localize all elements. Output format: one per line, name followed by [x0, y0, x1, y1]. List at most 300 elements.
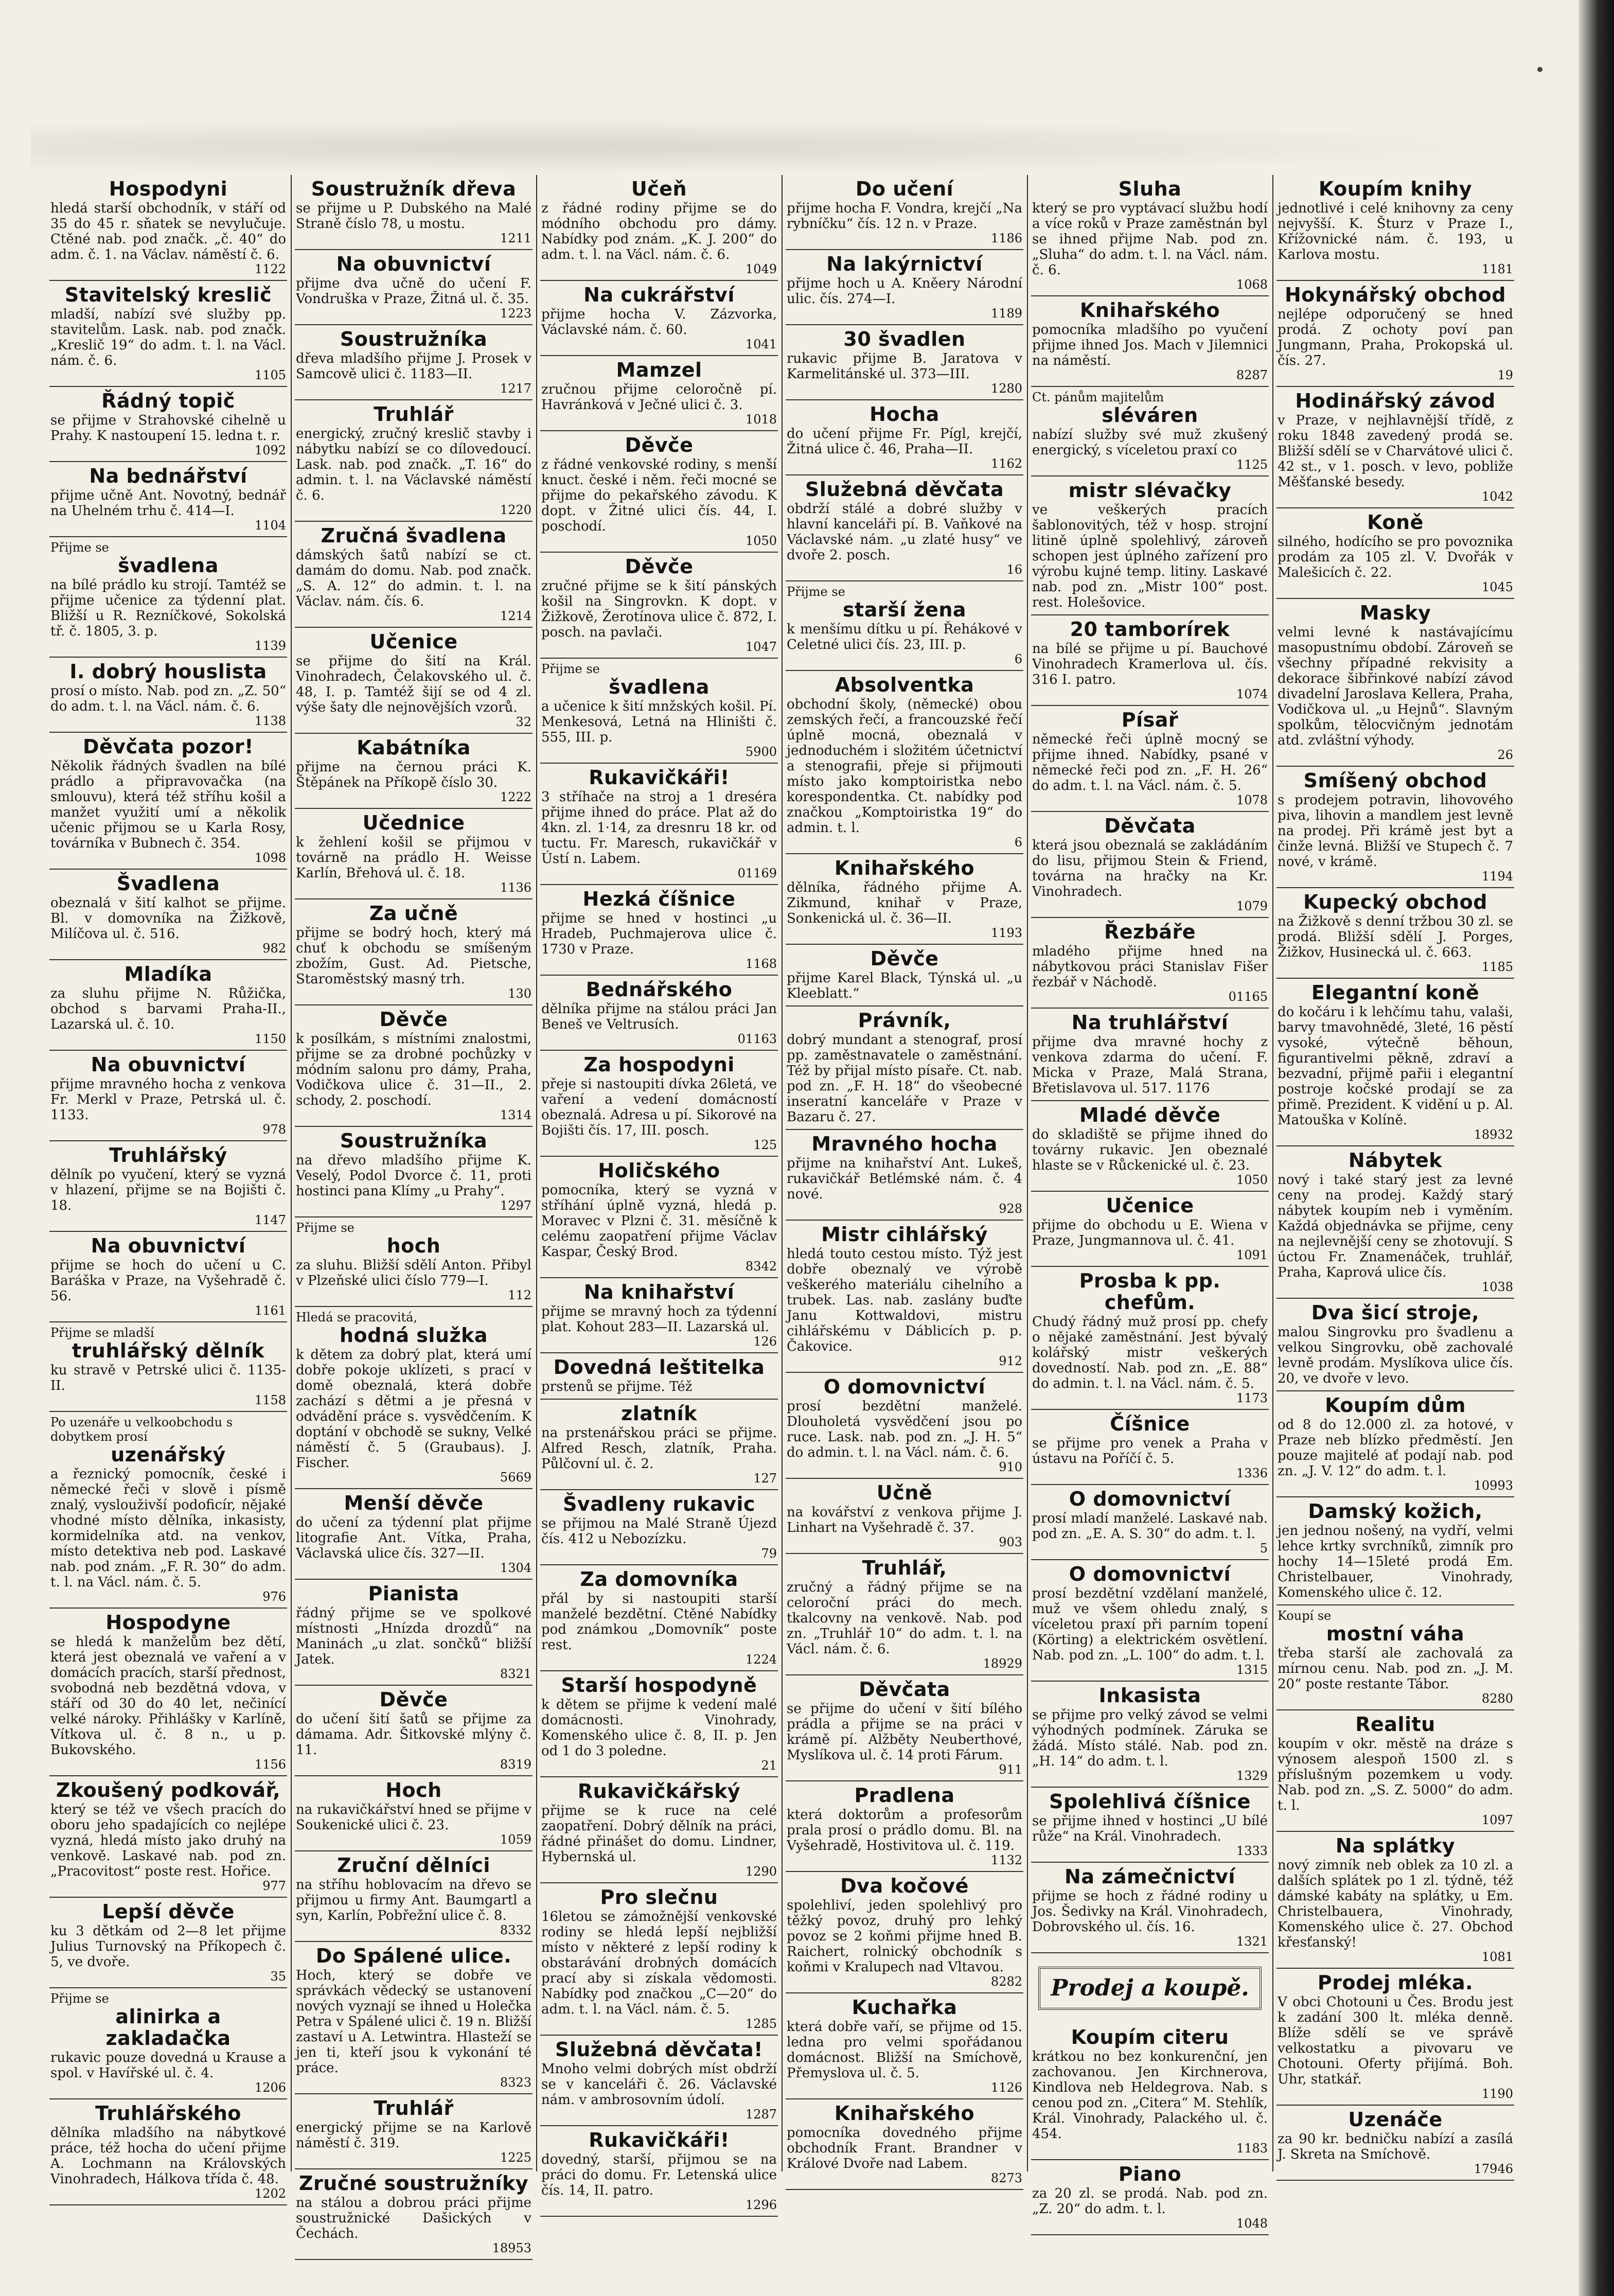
classified-ad: [1276, 508, 1514, 599]
classified-ad: [1031, 387, 1269, 476]
ad-text: dělníka, řádného přijme A. Zikmund, knihař v Praze, Sonkenická ul. č. 36—II.: [787, 880, 1022, 926]
ad-headline: Na lakýrnictví: [826, 253, 983, 275]
classified-ad: [295, 175, 533, 250]
ad-headline: Damský kožich,: [1308, 1500, 1483, 1523]
ad-preface: Hledá se pracovitá,: [296, 1310, 418, 1324]
ad-headline: Starší hospodyně: [561, 1674, 757, 1697]
page-shading: [31, 118, 1549, 175]
ad-headline: 30 švadlen: [843, 328, 966, 350]
ad-number: 928: [999, 1202, 1022, 1216]
ad-number: 1336: [1236, 1466, 1268, 1480]
classified-ad: [1276, 599, 1514, 767]
ad-number: 1223: [500, 306, 531, 321]
ad-headline: Truhlářský: [109, 1144, 227, 1167]
ad-number: 1150: [254, 1032, 286, 1046]
ad-headline: Hospodyni: [109, 178, 228, 200]
ad-headline: Služebná děvčata!: [555, 2038, 763, 2061]
classified-ad: [1276, 1710, 1514, 1832]
ad-number: 21: [761, 1758, 777, 1773]
ad-text: zručný a řádný přijme se na celoroční práci do mech. tkalcovny na venkově. Nab. pod zn. „Truhlář 10“ do adm. t. l. na Václ. nám. č. 6.: [787, 1580, 1022, 1657]
ad-headline: Hoch: [385, 1779, 442, 1802]
ad-headline: Stavitelský kreslič: [64, 284, 272, 306]
ad-number: 8319: [500, 1757, 531, 1772]
ad-headline: Zručná švadlena: [321, 524, 507, 547]
classified-ad: [540, 356, 778, 431]
classified-ad: [1031, 296, 1269, 387]
ad-headline: Na cukrářství: [583, 284, 735, 306]
ad-text: pomocníka, který se vyzná v stříhání úplně vyzná, hledá p. Moravec v Plzni č. 31. měsíčně k celému zaopatření přijme Václav Kaspar, Český Brod.: [541, 1182, 777, 1260]
ad-headline: Za hospodyni: [583, 1053, 735, 1076]
ad-text: se přijme pro venek a Praha v ústavu na Poříčí č. 5.: [1032, 1436, 1268, 1467]
classified-ad: [1276, 1605, 1514, 1710]
classified-ad: [49, 1141, 287, 1232]
classified-ad: [786, 400, 1023, 475]
ad-text: přijme se hoch z řádné rodiny u Jos. Šedivky na Král. Vinohradech, Dobrovského ul. čís. 16.: [1032, 1888, 1268, 1935]
classified-ad: [49, 1776, 287, 1898]
ad-number: 1168: [745, 957, 777, 971]
classified-ad: [1031, 1267, 1269, 1410]
ad-text: přijme hoch u A. Kněery Národní ulic. čís. 274—I.: [787, 276, 1022, 307]
ad-headline: Učenice: [1106, 1194, 1194, 1217]
ad-number: 79: [761, 1546, 777, 1561]
ad-headline: Učně: [876, 1481, 933, 1504]
ad-headline: Rukavičkáři!: [589, 2129, 730, 2151]
ad-number: 982: [262, 941, 286, 956]
ad-headline: Sluha: [1118, 178, 1182, 200]
ad-number: 1329: [1236, 1769, 1268, 1783]
classified-ad: [1031, 1192, 1269, 1267]
ad-text: nejlépe odporučený se hned prodá. Z ochoty poví pan Jungmann, Praha, Prokopská ul. čís. 27.: [1278, 307, 1513, 368]
ad-text: dělníka mladšího na nábytkové práce, též hocha do učení přijme A. Lochmann na Královských Vinohradech, Hálkova třída č. 48.: [50, 2125, 286, 2187]
ad-text: Chudý řádný muž prosí pp. chefy o nějaké zaměstnání. Jest bývalý kolářský mistr veškerých dovedností. Nab. pod zn. „E. 88“ do admin. t. l. na Václ. nám. č. 5.: [1032, 1314, 1268, 1391]
ad-number: 1041: [745, 337, 777, 351]
ad-number: 1285: [745, 2017, 777, 2031]
ad-text: od 8 do 12.000 zl. za hotové, v Praze neb blízko předměstí. Jen pouze majitelé ať podají nab. pod zn. „J. V. 12“ do adm. t. l.: [1278, 1417, 1513, 1479]
ad-headline: Děvče: [625, 555, 694, 578]
classified-ad: [49, 733, 287, 870]
ad-number: 1136: [500, 880, 531, 895]
ad-number: 5669: [500, 1470, 531, 1485]
ad-number: 1222: [500, 790, 531, 804]
ad-text: k dětem za dobrý plat, která umí dobře pokoje uklízeti, s prací v domě obeznalá, která dobře zachází s dětmi a je přesná v odvádění práce s. vysvědčením. K doptání v obchodě se sukny, Velké náměstí č. 5 (Graubaus). J. Fischer.: [296, 1347, 531, 1471]
ad-headline: Rukavičkářský: [577, 1780, 741, 1803]
ad-number: 1290: [745, 1864, 777, 1879]
ad-text: prosí bezdětní vzdělaní manželé, muž ve všem ohledu znalý, s víceletou praxí při parním topení (Körting) a elektrickém osvětlení. Nab. pod zn. „L. 100“ do adm. t. l.: [1032, 1586, 1268, 1663]
ad-number: 1220: [500, 503, 531, 517]
ad-text: přijme se hoch do učení u C. Baráška v Praze, na Vyšehradě č. 56.: [50, 1258, 286, 1304]
ad-text: k žehlení košil se přijmou v továrně na prádlo H. Weisse Karlín, Břehová ul. č. 18.: [296, 835, 531, 881]
classified-ad: [49, 1232, 287, 1322]
classified-ad: [49, 1609, 287, 1776]
ad-headline: Zkoušený podkovář,: [56, 1779, 281, 1802]
classified-ad: [295, 734, 533, 809]
ad-number: 1078: [1236, 793, 1268, 807]
ad-headline: Holičského: [598, 1159, 720, 1182]
ad-preface: Přijme se: [541, 662, 600, 676]
ad-number: 1059: [500, 1832, 531, 1847]
ad-number: 1122: [254, 262, 286, 276]
ad-headline: Realitu: [1355, 1713, 1435, 1736]
classified-ad: [295, 1851, 533, 1942]
ad-headline: Truhlářského: [95, 2102, 241, 2125]
ad-number: 1132: [990, 1853, 1022, 1867]
ad-text: za sluhu přijme N. Růžička, obchod s barvami Praha-II., Lazarská ul. č. 10.: [50, 986, 286, 1032]
ad-number: 1018: [745, 412, 777, 427]
ad-number: 6: [1014, 835, 1022, 850]
ad-number: 1047: [745, 640, 777, 654]
ad-headline: Koně: [1367, 511, 1424, 534]
ad-headline: Truhlář: [374, 403, 454, 426]
ad-text: na bílé prádlo ku strojí. Tamtéž se přijme učenice za týdenní plat. Bližší u R. Rezníčkové, Sokolská tř. č. 1805, 3. p.: [50, 577, 286, 639]
ad-headline: Prodej mléka.: [1317, 1971, 1474, 1994]
ad-text: krátkou no bez konkurenční, jen zachovanou. Jen Kirchnerova, Kindlova neb Heldegrova. Nab. s cenou pod zn. „Citera“ M. Stehlík, Král. Vinohrady, Palackého ul. č. 454.: [1032, 2049, 1268, 2142]
classified-ad: [49, 1988, 287, 2099]
ad-text: pomocníka mladšího po vyučení přijme ihned Jos. Mach v Jilemnici na náměstí.: [1032, 322, 1268, 368]
classified-ad: [1031, 476, 1269, 615]
ad-headline: Koupím dům: [1325, 1394, 1466, 1417]
classified-ad: [1031, 1410, 1269, 1485]
ad-preface: Přijme se: [50, 1991, 109, 2006]
ad-text: která dobře vaří, se přijme od 15. ledna pro velmi spořádanou domácnost. Bližší na Smíchově, Přemyslova ul. č. 5.: [787, 2019, 1022, 2081]
ad-headline: Spolehlivá číšnice: [1049, 1790, 1251, 1813]
ad-headline: O domovnictví: [1069, 1563, 1231, 1585]
classified-ad: [1031, 1788, 1269, 1863]
ad-number: 1081: [1481, 1950, 1513, 1964]
ad-text: dělníka přijme na stálou práci Jan Beneš ve Veltrusích.: [541, 1001, 777, 1032]
classified-ad: [540, 1490, 778, 1565]
ad-number: 1186: [990, 231, 1022, 245]
ad-number: 1074: [1236, 687, 1268, 701]
ad-text: obdrží stálé a dobré služby v hlavní kanceláři pí. B. Vaňkové na Václavské nám. „u zlaté husy“ ve dvoře 2. posch.: [787, 501, 1022, 563]
ad-text: prosí bezdětní manželé. Dlouholetá vysvědčení jsou po ruce. Lask. nab. pod zn. „J. H. 5“ do admin. t. l. na Václ. nám. č. 6.: [787, 1399, 1022, 1460]
classified-ad: [49, 537, 287, 658]
ad-number: 8321: [500, 1667, 531, 1681]
classified-ad: [1031, 1682, 1269, 1788]
ad-number: 127: [753, 1471, 777, 1486]
classified-ad: [1276, 1391, 1514, 1497]
ad-number: 8282: [990, 1974, 1022, 1989]
ad-number: 977: [262, 1879, 286, 1893]
classified-ad: [49, 1322, 287, 1412]
classified-ad: [1031, 1009, 1269, 1101]
ad-text: rukavic pouze dovedná u Krause a spol. v Havířské ul. č. 4.: [50, 2050, 286, 2081]
ad-number: 1217: [500, 381, 531, 396]
ad-headline: Učeň: [631, 178, 687, 200]
ad-number: 1185: [1481, 960, 1513, 974]
ad-number: 1173: [1236, 1391, 1268, 1405]
classified-ad: [540, 2126, 778, 2217]
classified-ad: [1031, 706, 1269, 812]
classified-ad: [786, 1373, 1023, 1479]
ad-number: 1296: [745, 2198, 777, 2212]
ad-preface: Přijme se: [50, 540, 109, 555]
ad-text: k posílkám, s místními znalostmi, přijme se za drobné pochůzky v módním salonu pro dámy, Praha, Vodičkova ulice č. 31—II., 2. schody, 2. poschodí.: [296, 1031, 531, 1108]
classified-ad: [786, 1872, 1023, 1993]
ad-number: 1161: [254, 1303, 286, 1318]
classified-ad: [540, 1278, 778, 1353]
ad-text: se přijme v Strahovské cihelně u Prahy. K nastoupení 15. ledna t. r.: [50, 413, 286, 444]
ad-headline: Masky: [1359, 602, 1431, 624]
ad-text: přál by si nastoupiti starší manželé bezdětní. Ctěné Nabídky pod známkou „Domovník“ poste rest.: [541, 1591, 777, 1653]
classified-ad: [540, 2036, 778, 2126]
ad-headline: Pradlena: [854, 1784, 955, 1807]
ad-text: dovedný, starší, přijmou se na práci do domu. Fr. Letenská ulice čís. 14, II. patro.: [541, 2152, 777, 2198]
ad-headline: uzenářský: [111, 1443, 226, 1466]
ad-text: dámských šatů nabízí se ct. damám do domu. Nab. pod značk. „S. A. 12“ do admin. t. l. na Václav. nám. čís. 6.: [296, 547, 531, 609]
classified-ad: [786, 581, 1023, 671]
ad-headline: 20 tamborírek: [1070, 618, 1230, 641]
ad-text: přijme hocha F. Vondra, krejčí „Na rybníčku“ čís. 12 n. v Praze.: [787, 201, 1022, 232]
ad-headline: Mladíka: [124, 963, 212, 985]
classified-ad: [49, 960, 287, 1051]
column-rule: [536, 175, 537, 2171]
ad-number: 26: [1497, 748, 1513, 762]
classified-ad: [49, 1051, 287, 1141]
classified-ad: [540, 976, 778, 1051]
ad-number: 1068: [1236, 277, 1268, 292]
ad-text: nový zimník neb oblek za 10 zl. a dalších splátek po 1 zl. týdně, též dámské kabáty na splátky, u Em. Christelbauera, Vinohrady, Komenského ulice č. 27. Obchod křesťanský!: [1278, 1858, 1513, 1950]
ad-number: 6: [1014, 652, 1022, 666]
ad-headline: Pianista: [368, 1582, 459, 1605]
ad-text: Několik řádných švadlen na bílé prádlo a připravovačka (na smlouvu), která též stříhu košil a manžet využití umí a několik učenic přijmou se u Karla Rosy, továrníka v Bubnech č. 354.: [50, 758, 286, 851]
ad-text: přijme mravného hocha z venkova Fr. Merkl v Praze, Petrská ul. č. 1133.: [50, 1076, 286, 1123]
ad-preface: Po uzenáře u velkoobchodu s dobytkem prosí: [50, 1415, 233, 1444]
ad-number: 1050: [745, 534, 777, 548]
ad-number: 32: [516, 715, 531, 729]
ad-number: 1181: [1481, 262, 1513, 276]
ad-number: 1105: [254, 368, 286, 382]
ad-headline: Písař: [1121, 709, 1179, 731]
ad-text: který se pro vyptávací službu hodí a více roků v Praze zaměstnán byl se ihned přijme Nab. pod zn. „Sluha“ do adm. t. l. na Václ. nám. č. 6.: [1032, 201, 1268, 278]
ad-number: 1050: [1236, 1173, 1268, 1187]
ad-headline: zlatník: [621, 1402, 697, 1425]
column-6: [1276, 175, 1514, 2176]
ad-number: 1125: [1236, 457, 1268, 472]
ad-headline: Dva kočové: [840, 1875, 969, 1897]
ad-text: prosí o místo. Nab. pod zn. „Z. 50“ do adm. t. l. na Václ. nám. č. 6.: [50, 683, 286, 714]
ad-number: 1190: [1481, 2087, 1513, 2101]
ad-text: přijme do obchodu u E. Wiena v Praze, Jungmannova ul. č. 41.: [1032, 1217, 1268, 1248]
classified-ad: [295, 1580, 533, 1686]
ad-text: obchodní školy, (německé) obou zemských řečí, a francouzské řečí úplně mocná, obeznalá v jednoduchém i složitém účetnictví a stenografii, přeje si přijmouti místo jako komptoiristka nebo korespondentka. Ct. nabídky pod značkou „Komptoiristka 19“ do admin. t. l.: [787, 697, 1022, 836]
classified-ad: [295, 1942, 533, 2094]
classified-ad: [540, 659, 778, 764]
classified-ad: [540, 1353, 778, 1400]
ad-text: k menšímu dítku u pí. Řehákové v Celetné ulici čís. 23, III. p.: [787, 622, 1022, 652]
classified-ad: [1031, 2023, 1269, 2160]
classified-ad: [49, 2099, 287, 2205]
ad-headline: Děvče: [379, 1688, 448, 1711]
ad-headline: Kupecký obchod: [1303, 891, 1487, 913]
ad-number: 978: [262, 1122, 286, 1137]
classified-ad: [1031, 1101, 1269, 1192]
ad-headline: Lepší děvče: [102, 1900, 235, 1923]
ad-text: prosí mladí manželé. Laskavé nab. pod zn. „E. A. S. 30“ do adm. t. l.: [1032, 1511, 1268, 1542]
ad-number: 1097: [1481, 1813, 1513, 1827]
column-rule: [291, 175, 292, 2171]
page-speck: [1537, 67, 1542, 72]
ad-text: mladého přijme hned na nábytkovou práci Stanislav Fišer řezbář v Náchodě.: [1032, 944, 1268, 990]
ad-number: 35: [270, 1969, 286, 1984]
classified-ad: [786, 1221, 1023, 1373]
ad-text: na dřevo mladšího přijme K. Veselý, Podol Dvorce č. 11, proti hostinci pana Klímy „u Prahy“.: [296, 1153, 531, 1199]
ad-number: 1126: [990, 2080, 1022, 2095]
ad-text: na kovářství z venkova přijme J. Linhart na Vyšehradě č. 37.: [787, 1505, 1022, 1535]
classified-ad: [786, 1006, 1023, 1130]
ad-number: 5: [1260, 1541, 1268, 1556]
ad-number: 1193: [990, 926, 1022, 940]
classified-ad: [1276, 2106, 1514, 2181]
ad-text: se přijme do šití na Král. Vinohradech, Čelakovského ul. č. 48, I. p. Tamtéž šijí se od 4 zl. výše šaty dle nejnovějších vzorů.: [296, 654, 531, 715]
ad-text: Mnoho velmi dobrých míst obdrží se v kanceláři č. 26. Václavské nám. v ambrosovním údolí.: [541, 2061, 777, 2108]
ad-headline: Bednářského: [586, 978, 733, 1001]
ad-text: s prodejem potravin, lihovového piva, lihovin a mandlem jest levně na prodej. Při krámě jest byt a činže levná. Bližší ve Stupech č. 7 nové, v krámě.: [1278, 792, 1513, 870]
classified-ad: [1031, 812, 1269, 918]
ad-number: 8323: [500, 2075, 531, 2090]
ad-text: přijme se hned v hostinci „u Hradeb, Puchmajerova ulice č. 1730 v Praze.: [541, 911, 777, 957]
ad-headline: Koupím knihy: [1318, 178, 1473, 200]
column-5: [1031, 175, 1269, 2231]
ad-headline: Hodinářský závod: [1295, 390, 1496, 412]
ad-text: ku 3 dětkám od 2—8 let přijme Julius Turnovský na Příkopech č. 5, ve dvoře.: [50, 1923, 286, 1970]
ad-headline: starší žena: [842, 598, 967, 621]
ad-headline: Hokynářský obchod: [1285, 284, 1506, 306]
ad-text: hledá starší obchodník, v stáří od 35 do 45 r. sňatek se nevylučuje. Ctěné nab. pod značk. „č. 40“ do adm. č. 1. na Václav. náměstí č. 6.: [50, 201, 286, 262]
classified-ad: [540, 281, 778, 356]
ad-text: a učenice k šití mnžských košil. Pí. Menkesová, Letná na Hliništi č. 555, III. p.: [541, 699, 777, 745]
ad-headline: Učenice: [369, 630, 458, 653]
classified-ad: [49, 387, 287, 462]
classified-ad: [49, 281, 287, 387]
ad-text: zručnou přijme celoročně pí. Havránková v Ječné ulici č. 3.: [541, 382, 777, 413]
ad-text: přijme se mravný hoch za týdenní plat. Kohout 283—II. Lazarská ul.: [541, 1304, 777, 1335]
classified-ad: [1276, 767, 1514, 888]
classified-ad: [1276, 1299, 1514, 1391]
ad-text: na bílé se přijme u pí. Bauchové Vinohradech Kramerlova ul. čís. 316 I. patro.: [1032, 641, 1268, 687]
ad-headline: Na zámečnictví: [1065, 1865, 1235, 1888]
ad-headline: Děvčata pozor!: [83, 735, 254, 758]
classified-ad: [540, 175, 778, 281]
ad-text: prstenů se přijme. Též: [541, 1379, 693, 1394]
ad-text: jen jednou nošený, na vydří, velmi lehce krtky svrchníků, zimník pro hochy 14—15leté prodá Em. Christelbauer, Vinohrady, Komenského ulice č. 12.: [1278, 1523, 1513, 1600]
ad-number: 8332: [500, 1923, 531, 1937]
ad-number: 1104: [254, 518, 286, 533]
ad-text: třeba starší ale zachovalá za mírnou cenu. Nab. pod zn. „J. M. 20“ poste restante Tábor.: [1278, 1646, 1513, 1692]
classified-ad: [1031, 918, 1269, 1009]
classified-ad: [540, 764, 778, 885]
classified-ad: [49, 175, 287, 281]
classified-ad: [540, 1051, 778, 1157]
classified-ad: [295, 1776, 533, 1851]
ad-headline: Absolventka: [835, 674, 974, 696]
ad-number: 1194: [1481, 869, 1513, 884]
classified-ad: [1276, 175, 1514, 281]
ad-headline: Děvčata: [1104, 815, 1196, 837]
ad-headline: Truhlář,: [862, 1557, 947, 1579]
classified-ad: [295, 1307, 533, 1489]
classified-ad: [786, 2099, 1023, 2190]
ad-number: 1158: [254, 1393, 286, 1407]
classified-ad: [786, 1479, 1023, 1554]
classified-ad: [540, 1777, 778, 1883]
ad-number: 1048: [1236, 2216, 1268, 2231]
classified-ad: [1031, 1485, 1269, 1560]
ad-text: hledá touto cestou místo. Týž jest dobře obeznalý ve výrobě veškerého materiálu cihelního a trubek. Las. nab. zaslány buďte Janu Kottwaldovi, mistru cihlářskému v Dáblicích p. p. Čakovice.: [787, 1246, 1022, 1354]
ad-preface: Přijme se: [296, 1221, 354, 1235]
ad-headline: Za učně: [369, 902, 458, 925]
classified-ad: [540, 1883, 778, 2036]
ad-number: 01165: [1228, 990, 1268, 1004]
ad-number: 1079: [1236, 899, 1268, 913]
ad-headline: Na obuvnictví: [91, 1234, 246, 1257]
ad-number: 1280: [990, 381, 1022, 396]
ad-number: 1333: [1236, 1844, 1268, 1858]
classified-ad: [786, 175, 1023, 250]
ad-text: přijme se k ruce na celé zaopatření. Dobrý dělník na práci, řádné přinášet do domu. Lindner, Hybernská ul.: [541, 1803, 777, 1865]
ad-text: přeje si nastoupiti dívka 26letá, ve vaření a vedení domácností obeznalá. Adresa u pí. Sikorové na Bojišti čís. 17, III. posch.: [541, 1076, 777, 1138]
classified-ad: [295, 628, 533, 734]
ad-text: přijme se bodrý hoch, který má chuť k obchodu se smíšeným zbožím, Gust. Ad. Pietsche, Staroměstský masný trh.: [296, 925, 531, 987]
classified-ad: [295, 1005, 533, 1127]
ad-text: energický přijme se na Karlově náměstí č. 319.: [296, 2120, 531, 2151]
ad-headline: Na truhlářství: [1071, 1011, 1229, 1034]
classified-ad: [1031, 175, 1269, 296]
classified-ad: [295, 899, 533, 1005]
ad-headline: Hezká číšnice: [582, 888, 736, 910]
ad-text: silného, hodícího se pro povoznika prodám za 105 zl. V. Dvořák v Malešicích č. 22.: [1278, 534, 1513, 580]
classified-ad: [295, 522, 533, 628]
ad-number: 125: [753, 1138, 777, 1152]
ad-number: 1038: [1481, 1280, 1513, 1294]
ad-text: přijme dva učně do učení F. Vondruška v Praze, Žitná ul. č. 35.: [296, 276, 531, 307]
ad-text: se přijme pro velký závod se velmi výhodných podmínek. Záruka se žádá. Místo stálé. Nab. pod zn. „H. 14“ do adm. t. l.: [1032, 1707, 1268, 1769]
classified-ad: [1276, 1146, 1514, 1299]
ad-number: 126: [753, 1334, 777, 1349]
classified-ad: [540, 1157, 778, 1278]
classified-ad: [786, 945, 1023, 1006]
ad-text: dřeva mladšího přijme J. Prosek v Samcově ulici č. 1183—II.: [296, 351, 531, 382]
ad-number: 1045: [1481, 580, 1513, 594]
ad-headline: sléváren: [1102, 404, 1198, 427]
classified-ad: [786, 325, 1023, 400]
ad-headline: Koupím citeru: [1071, 2026, 1229, 2048]
ad-headline: Učednice: [362, 811, 465, 834]
ad-headline: Švadleny rukavic: [563, 1493, 755, 1515]
ad-text: přijme hocha V. Zázvorka, Václavské nám. č. 60.: [541, 307, 777, 338]
ad-number: 1049: [745, 262, 777, 276]
ad-text: dělník po vyučení, který se vyzná v hlazení, přijme se na Bojišti č. 18.: [50, 1167, 286, 1213]
ad-text: na stříhu hoblovacím na dřevo se přijmou u firmy Ant. Baumgartl a syn, Karlín, Pobřežní ulice č. 8.: [296, 1877, 531, 1923]
ad-number: 1091: [1236, 1248, 1268, 1262]
ad-text: V obci Chotouni u Čes. Brodu jest k zadání 300 lt. mléka denně. Blíže sdělí se ve správě velkostatku a pivovaru ve Chotouni. Oferty přijímá. Boh. Uhr, statkář.: [1278, 1994, 1513, 2087]
classified-ad: [1031, 615, 1269, 706]
ad-headline: Na obuvnictví: [336, 253, 491, 275]
ad-preface: Koupí se: [1278, 1609, 1332, 1623]
ad-text: na rukavičkářství hned se přijme v Soukenické ulici č. 23.: [296, 1802, 531, 1833]
ad-number: 1214: [500, 609, 531, 623]
ad-number: 976: [262, 1589, 286, 1604]
ad-headline: Menší děvče: [344, 1492, 484, 1514]
ad-number: 1138: [254, 714, 286, 728]
ad-number: 8273: [990, 2171, 1022, 2185]
ad-number: 912: [999, 1354, 1022, 1368]
ad-headline: Na knihařství: [583, 1281, 735, 1303]
classified-ad: [1031, 1560, 1269, 1682]
ad-headline: švadlena: [609, 676, 710, 698]
ad-text: přijme na černou práci K. Štěpánek na Příkopě číslo 30.: [296, 760, 531, 790]
ad-text: přijme dva mravné hochy z venkova zdarma do učení. F. Micka v Praze, Malá Strana, Břetislavova ul. 517. 1176: [1032, 1034, 1268, 1096]
ad-text: se přijme u P. Dubského na Malé Straně číslo 78, u mostu.: [296, 201, 531, 232]
